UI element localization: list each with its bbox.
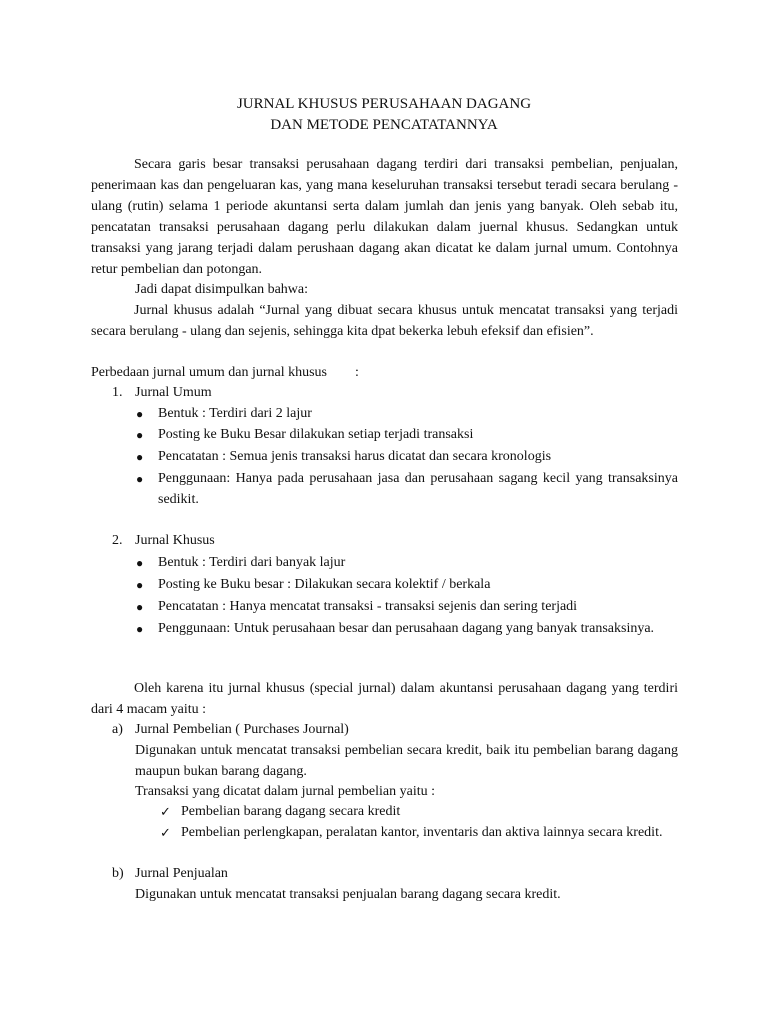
list-item: Penggunaan: Hanya pada perusahaan jasa dan perusahaan sagang kecil yang transaksinya sedikit. (158, 471, 678, 507)
bullet-icon: ● (136, 472, 144, 486)
comparison-heading: Perbedaan jurnal umum dan jurnal khusus : (91, 365, 359, 380)
intro-paragraph: Secara garis besar transaksi perusahaan dagang terdiri dari transaksi pembelian, penjualan, penerimaan kas dan pengeluaran kas, yang mana keseluruhan transaksi tersebut teradi secara berulang - ulang (rutin) selama 1 periode akuntansi serta dalam jumlah dan jenis yang banyak. Oleh sebab itu, pencatatan transaksi perusahaan dagang perlu dilakukan dalam juernal khusus. Sedangkan untuk transaksi yang jarang terjadi dalam perushaan dagang akan dicatat ke dalam jurnal umum. Contohnya retur pembelian dan potongan. (91, 157, 678, 277)
bullet-icon: ● (136, 622, 144, 636)
jurnal-penjualan-heading: Jurnal Penjualan (135, 866, 228, 881)
check-item: Pembelian perlengkapan, peralatan kantor, inventaris dan aktiva lainnya secara kredit. (181, 825, 663, 840)
jurnal-umum-heading: Jurnal Umum (135, 385, 212, 400)
list-item: Bentuk : Terdiri dari 2 lajur (158, 406, 312, 421)
bullet-icon: ● (136, 428, 144, 442)
list-letter: a) (112, 722, 123, 737)
jurnal-penjualan-description: Digunakan untuk mencatat transaksi penjualan barang dagang secara kredit. (135, 887, 561, 902)
list-number: 2. (112, 533, 123, 548)
list-number: 1. (112, 385, 123, 400)
list-item: Bentuk : Terdiri dari banyak lajur (158, 555, 346, 570)
checkmark-icon: ✓ (160, 825, 171, 840)
list-item: Pencatatan : Hanya mencatat transaksi - transaksi sejenis dan sering terjadi (158, 599, 578, 614)
checkmark-icon: ✓ (160, 804, 171, 819)
definition-paragraph: Jurnal khusus adalah “Jurnal yang dibuat secara khusus untuk mencatat transaksi yang terjadi secara berulang - ulang dan sejenis, sehingga kita dpat bekerka lebuh efeksif dan efisien”. (91, 303, 678, 339)
list-item: Pencatatan : Semua jenis transaksi harus dicatat dan secara kronologis (158, 449, 552, 464)
list-letter: b) (112, 866, 124, 881)
jurnal-pembelian-transactions-label: Transaksi yang dicatat dalam jurnal pembelian yaitu : (135, 784, 436, 799)
list-item: Posting ke Buku Besar dilakukan setiap terjadi transaksi (158, 427, 474, 442)
document-title-line-1: JURNAL KHUSUS PERUSAHAAN DAGANG (236, 96, 532, 112)
list-item: Posting ke Buku besar : Dilakukan secara kolektif / berkala (158, 577, 491, 592)
jurnal-khusus-heading: Jurnal Khusus (135, 533, 215, 548)
bullet-icon: ● (136, 450, 144, 464)
bullet-icon: ● (136, 556, 144, 570)
bullet-icon: ● (136, 407, 144, 421)
jurnal-pembelian-description: Digunakan untuk mencatat transaksi pembelian secara kredit, baik itu pembelian barang dagang maupun bukan barang dagang. (135, 743, 678, 779)
check-item: Pembelian barang dagang secara kredit (181, 804, 401, 819)
jurnal-pembelian-heading: Jurnal Pembelian ( Purchases Journal) (135, 722, 349, 737)
list-item: Penggunaan: Untuk perusahaan besar dan perusahaan dagang yang banyak transaksinya. (158, 621, 655, 636)
bullet-icon: ● (136, 600, 144, 614)
bullet-icon: ● (136, 578, 144, 592)
document-title-line-2: DAN METODE PENCATATANNYA (270, 117, 498, 133)
conclusion-line: Jadi dapat disimpulkan bahwa: (135, 282, 309, 297)
types-intro-paragraph: Oleh karena itu jurnal khusus (special jurnal) dalam akuntansi perusahaan dagang yang terdiri dari 4 macam yaitu : (91, 681, 678, 717)
